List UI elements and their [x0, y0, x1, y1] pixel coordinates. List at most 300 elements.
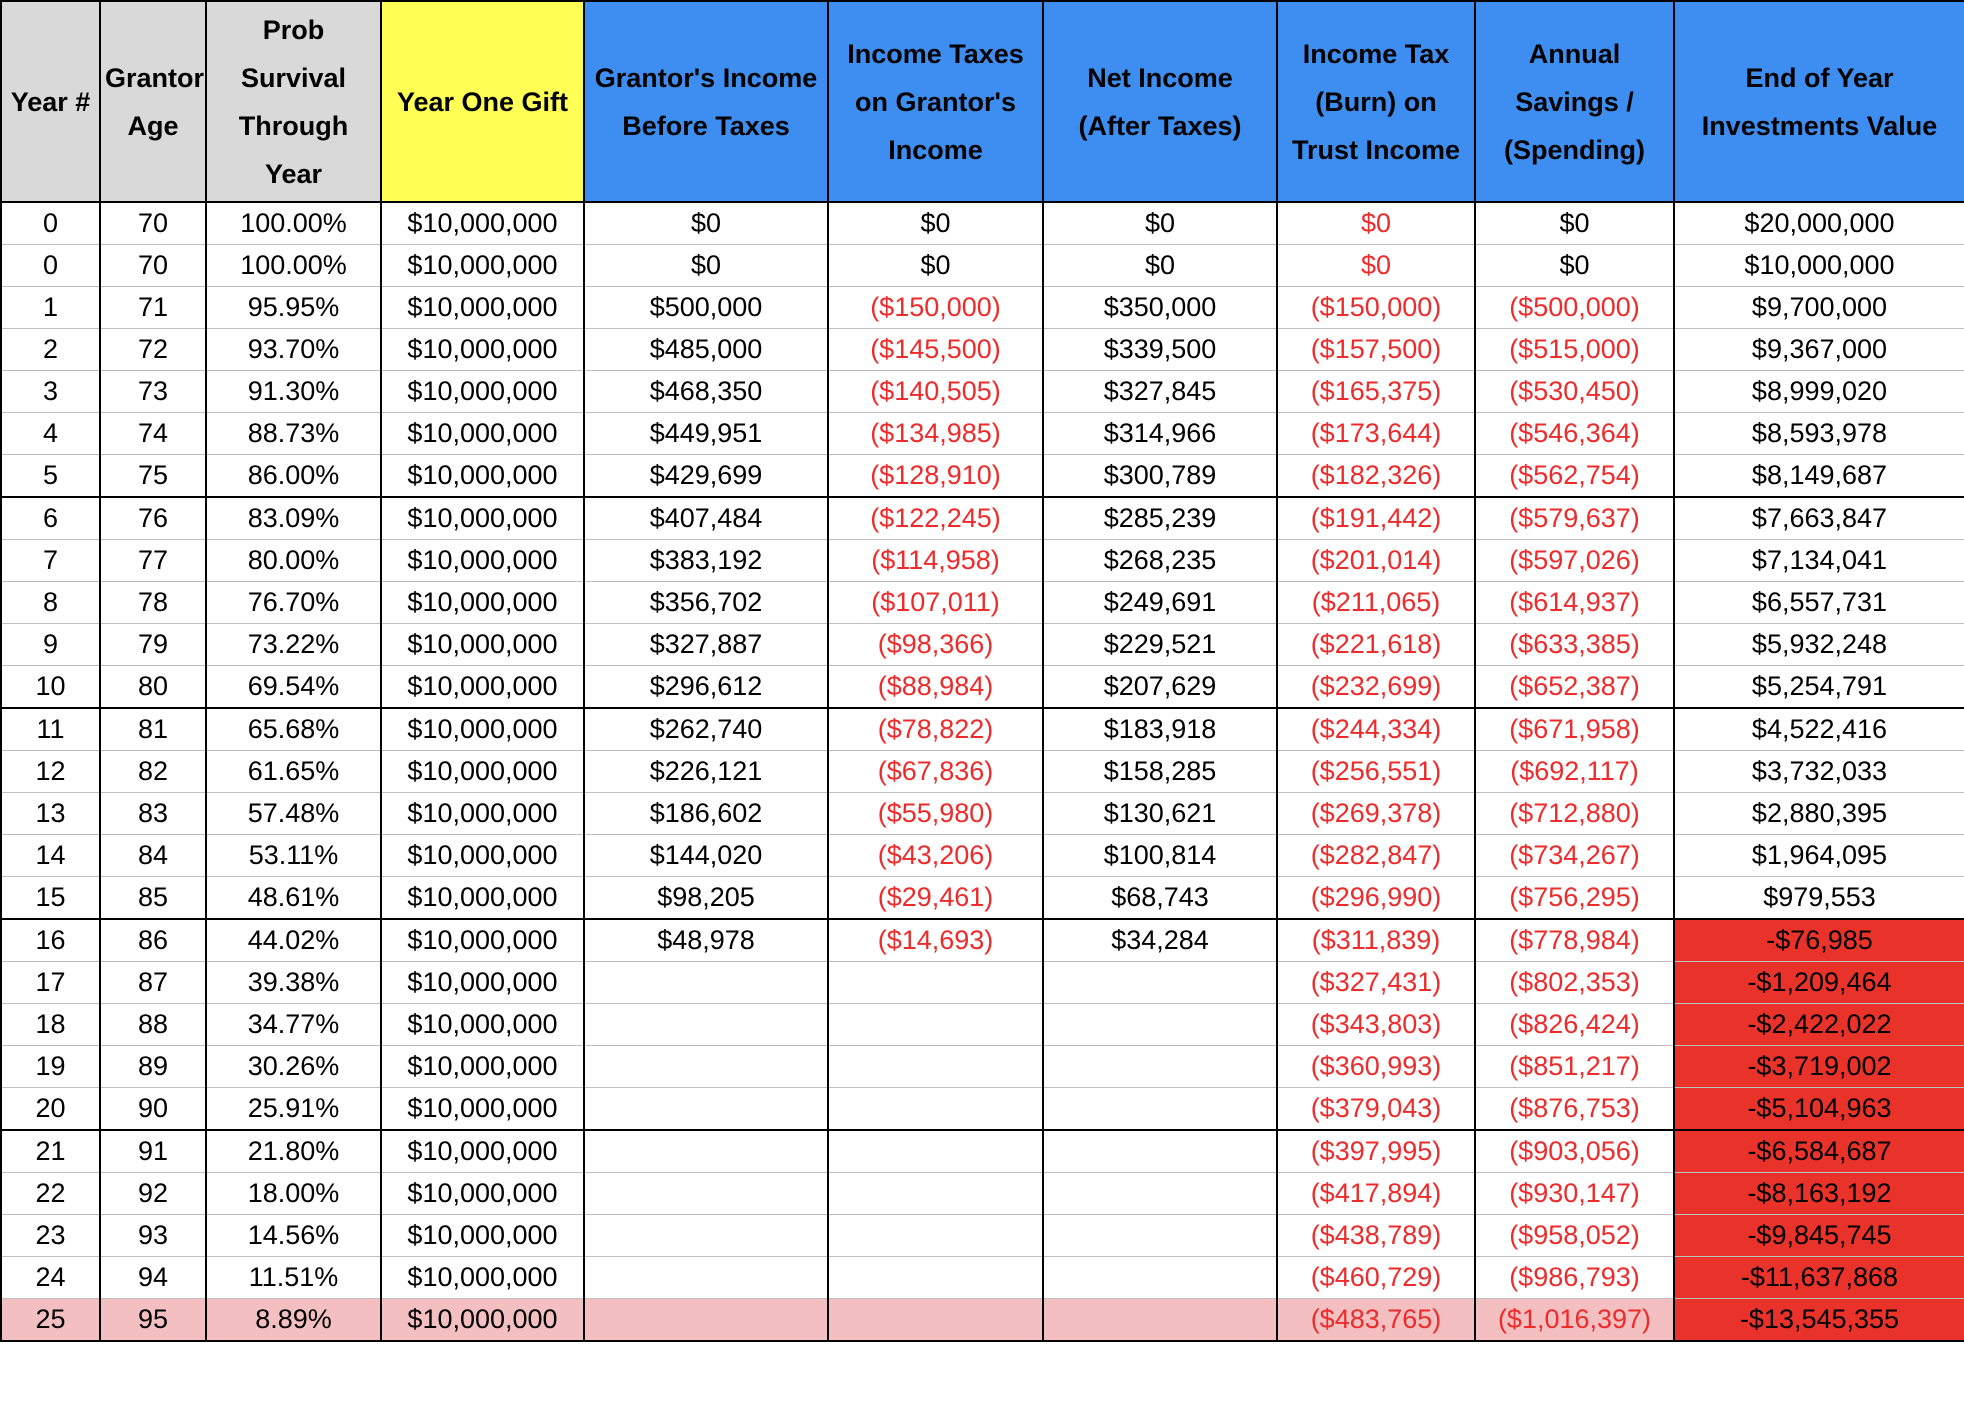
cell-year-one-gift[interactable]: $10,000,000: [381, 455, 584, 498]
cell-prob-survival[interactable]: 91.30%: [206, 371, 381, 413]
cell-trust-income-tax[interactable]: ($438,789): [1277, 1215, 1475, 1257]
cell-annual-savings[interactable]: ($597,026): [1475, 540, 1674, 582]
table-row: [1, 1173, 1964, 1215]
cell-trust-income-tax[interactable]: ($221,618): [1277, 624, 1475, 666]
cell-grantor-age[interactable]: 71: [100, 287, 206, 329]
cell-annual-savings[interactable]: ($692,117): [1475, 751, 1674, 793]
cell-year-one-gift[interactable]: $10,000,000: [381, 1004, 584, 1046]
table-row: [1, 329, 1964, 371]
cell-grantor-income[interactable]: $468,350: [584, 371, 828, 413]
cell-prob-survival[interactable]: 100.00%: [206, 245, 381, 287]
cell-annual-savings[interactable]: ($778,984): [1475, 919, 1674, 962]
cell-annual-savings[interactable]: ($958,052): [1475, 1215, 1674, 1257]
cell-year-one-gift[interactable]: $10,000,000: [381, 371, 584, 413]
cell-grantor-age[interactable]: 87: [100, 962, 206, 1004]
cell-prob-survival[interactable]: 44.02%: [206, 919, 381, 962]
cell-end-of-year-value[interactable]: -$13,545,355: [1674, 1299, 1964, 1342]
cell-income-taxes[interactable]: ($43,206): [828, 835, 1043, 877]
cell-income-taxes[interactable]: ($67,836): [828, 751, 1043, 793]
cell-net-income[interactable]: $158,285: [1043, 751, 1277, 793]
cell-net-income[interactable]: [1043, 962, 1277, 1004]
cell-net-income[interactable]: $249,691: [1043, 582, 1277, 624]
cell-annual-savings[interactable]: ($671,958): [1475, 708, 1674, 751]
cell-year[interactable]: 25: [1, 1299, 100, 1342]
cell-trust-income-tax[interactable]: ($244,334): [1277, 708, 1475, 751]
cell-grantor-age[interactable]: 74: [100, 413, 206, 455]
cell-grantor-age[interactable]: 77: [100, 540, 206, 582]
cell-income-taxes[interactable]: ($78,822): [828, 708, 1043, 751]
cell-income-taxes[interactable]: [828, 1004, 1043, 1046]
cell-grantor-age[interactable]: 93: [100, 1215, 206, 1257]
cell-prob-survival[interactable]: 76.70%: [206, 582, 381, 624]
cell-end-of-year-value[interactable]: $20,000,000: [1674, 202, 1964, 245]
cell-grantor-age[interactable]: 88: [100, 1004, 206, 1046]
cell-grantor-age[interactable]: 72: [100, 329, 206, 371]
cell-year[interactable]: 12: [1, 751, 100, 793]
cell-grantor-income[interactable]: $356,702: [584, 582, 828, 624]
cell-grantor-income[interactable]: [584, 1299, 828, 1342]
table-row: [1, 751, 1964, 793]
cell-year[interactable]: 21: [1, 1130, 100, 1173]
table-row: [1, 540, 1964, 582]
header-grantor-income[interactable]: Grantor's Income Before Taxes: [584, 1, 828, 202]
cell-prob-survival[interactable]: 86.00%: [206, 455, 381, 498]
cell-end-of-year-value[interactable]: -$9,845,745: [1674, 1215, 1964, 1257]
cell-income-taxes[interactable]: ($150,000): [828, 287, 1043, 329]
cell-annual-savings[interactable]: ($1,016,397): [1475, 1299, 1674, 1342]
cell-year-one-gift[interactable]: $10,000,000: [381, 962, 584, 1004]
cell-year[interactable]: 13: [1, 793, 100, 835]
cell-net-income[interactable]: $285,239: [1043, 497, 1277, 540]
header-prob-survival[interactable]: Prob Survival Through Year: [206, 1, 381, 202]
cell-net-income[interactable]: [1043, 1046, 1277, 1088]
cell-year-one-gift[interactable]: $10,000,000: [381, 919, 584, 962]
cell-annual-savings[interactable]: ($802,353): [1475, 962, 1674, 1004]
cell-year[interactable]: 23: [1, 1215, 100, 1257]
table-body: [1, 202, 1964, 1341]
cell-income-taxes[interactable]: ($107,011): [828, 582, 1043, 624]
cell-annual-savings[interactable]: ($500,000): [1475, 287, 1674, 329]
table-row: [1, 793, 1964, 835]
cell-year-one-gift[interactable]: $10,000,000: [381, 1088, 584, 1131]
table-row: [1, 287, 1964, 329]
cell-grantor-income[interactable]: $383,192: [584, 540, 828, 582]
cell-year-one-gift[interactable]: $10,000,000: [381, 540, 584, 582]
cell-grantor-age[interactable]: 78: [100, 582, 206, 624]
cell-end-of-year-value[interactable]: $1,964,095: [1674, 835, 1964, 877]
cell-year[interactable]: 9: [1, 624, 100, 666]
cell-net-income[interactable]: [1043, 1299, 1277, 1342]
cell-prob-survival[interactable]: 34.77%: [206, 1004, 381, 1046]
cell-grantor-income[interactable]: $429,699: [584, 455, 828, 498]
cell-prob-survival[interactable]: 88.73%: [206, 413, 381, 455]
cell-grantor-income[interactable]: $144,020: [584, 835, 828, 877]
cell-grantor-age[interactable]: 89: [100, 1046, 206, 1088]
cell-year-one-gift[interactable]: $10,000,000: [381, 666, 584, 709]
header-grantor-age[interactable]: Grantor Age: [100, 1, 206, 202]
cell-year[interactable]: 20: [1, 1088, 100, 1131]
cell-year[interactable]: 8: [1, 582, 100, 624]
cell-income-taxes[interactable]: [828, 1088, 1043, 1131]
cell-year[interactable]: 5: [1, 455, 100, 498]
table-row: [1, 877, 1964, 920]
table-row: [1, 413, 1964, 455]
cell-net-income[interactable]: $268,235: [1043, 540, 1277, 582]
cell-prob-survival[interactable]: 48.61%: [206, 877, 381, 920]
cell-year-one-gift[interactable]: $10,000,000: [381, 1257, 584, 1299]
cell-prob-survival[interactable]: 18.00%: [206, 1173, 381, 1215]
cell-annual-savings[interactable]: ($930,147): [1475, 1173, 1674, 1215]
cell-year-one-gift[interactable]: $10,000,000: [381, 497, 584, 540]
cell-prob-survival[interactable]: 65.68%: [206, 708, 381, 751]
cell-annual-savings[interactable]: ($579,637): [1475, 497, 1674, 540]
cell-net-income[interactable]: [1043, 1173, 1277, 1215]
cell-year-one-gift[interactable]: $10,000,000: [381, 245, 584, 287]
cell-annual-savings[interactable]: ($826,424): [1475, 1004, 1674, 1046]
cell-trust-income-tax[interactable]: ($269,378): [1277, 793, 1475, 835]
cell-net-income[interactable]: $350,000: [1043, 287, 1277, 329]
cell-year[interactable]: 4: [1, 413, 100, 455]
cell-end-of-year-value[interactable]: $5,254,791: [1674, 666, 1964, 709]
cell-net-income[interactable]: [1043, 1004, 1277, 1046]
cell-end-of-year-value[interactable]: -$11,637,868: [1674, 1257, 1964, 1299]
cell-grantor-age[interactable]: 82: [100, 751, 206, 793]
cell-prob-survival[interactable]: 57.48%: [206, 793, 381, 835]
cell-year-one-gift[interactable]: $10,000,000: [381, 582, 584, 624]
cell-trust-income-tax[interactable]: ($379,043): [1277, 1088, 1475, 1131]
cell-end-of-year-value[interactable]: $8,593,978: [1674, 413, 1964, 455]
cell-prob-survival[interactable]: 25.91%: [206, 1088, 381, 1131]
cell-annual-savings[interactable]: ($546,364): [1475, 413, 1674, 455]
cell-annual-savings[interactable]: ($562,754): [1475, 455, 1674, 498]
cell-grantor-income[interactable]: $98,205: [584, 877, 828, 920]
cell-grantor-income[interactable]: [584, 1130, 828, 1173]
cell-end-of-year-value[interactable]: $2,880,395: [1674, 793, 1964, 835]
cell-end-of-year-value[interactable]: -$3,719,002: [1674, 1046, 1964, 1088]
cell-year-one-gift[interactable]: $10,000,000: [381, 751, 584, 793]
cell-grantor-age[interactable]: 73: [100, 371, 206, 413]
header-net-income[interactable]: Net Income (After Taxes): [1043, 1, 1277, 202]
cell-grantor-age[interactable]: 86: [100, 919, 206, 962]
cell-annual-savings[interactable]: ($851,217): [1475, 1046, 1674, 1088]
cell-annual-savings[interactable]: $0: [1475, 245, 1674, 287]
cell-annual-savings[interactable]: ($876,753): [1475, 1088, 1674, 1131]
cell-trust-income-tax[interactable]: ($150,000): [1277, 287, 1475, 329]
cell-prob-survival[interactable]: 21.80%: [206, 1130, 381, 1173]
cell-grantor-age[interactable]: 92: [100, 1173, 206, 1215]
cell-prob-survival[interactable]: 53.11%: [206, 835, 381, 877]
cell-grantor-income[interactable]: $449,951: [584, 413, 828, 455]
cell-year-one-gift[interactable]: $10,000,000: [381, 1046, 584, 1088]
cell-prob-survival[interactable]: 93.70%: [206, 329, 381, 371]
cell-grantor-income[interactable]: $0: [584, 202, 828, 245]
cell-grantor-age[interactable]: 80: [100, 666, 206, 709]
cell-end-of-year-value[interactable]: -$76,985: [1674, 919, 1964, 962]
cell-annual-savings[interactable]: ($515,000): [1475, 329, 1674, 371]
cell-year[interactable]: 14: [1, 835, 100, 877]
cell-grantor-age[interactable]: 81: [100, 708, 206, 751]
cell-annual-savings[interactable]: ($756,295): [1475, 877, 1674, 920]
cell-trust-income-tax[interactable]: ($417,894): [1277, 1173, 1475, 1215]
header-annual-savings[interactable]: Annual Savings / (Spending): [1475, 1, 1674, 202]
cell-grantor-age[interactable]: 95: [100, 1299, 206, 1342]
cell-year-one-gift[interactable]: $10,000,000: [381, 413, 584, 455]
cell-prob-survival[interactable]: 69.54%: [206, 666, 381, 709]
cell-year[interactable]: 7: [1, 540, 100, 582]
table-row: [1, 202, 1964, 245]
cell-prob-survival[interactable]: 61.65%: [206, 751, 381, 793]
cell-grantor-age[interactable]: 76: [100, 497, 206, 540]
cell-prob-survival[interactable]: 39.38%: [206, 962, 381, 1004]
cell-net-income[interactable]: $0: [1043, 245, 1277, 287]
cell-grantor-age[interactable]: 83: [100, 793, 206, 835]
cell-year[interactable]: 17: [1, 962, 100, 1004]
table-row: [1, 497, 1964, 540]
header-year-one-gift[interactable]: Year One Gift: [381, 1, 584, 202]
cell-annual-savings[interactable]: $0: [1475, 202, 1674, 245]
cell-income-taxes[interactable]: [828, 1130, 1043, 1173]
cell-grantor-age[interactable]: 70: [100, 245, 206, 287]
cell-trust-income-tax[interactable]: ($460,729): [1277, 1257, 1475, 1299]
cell-year[interactable]: 2: [1, 329, 100, 371]
cell-grantor-age[interactable]: 84: [100, 835, 206, 877]
cell-year[interactable]: 16: [1, 919, 100, 962]
cell-end-of-year-value[interactable]: -$8,163,192: [1674, 1173, 1964, 1215]
cell-net-income[interactable]: $34,284: [1043, 919, 1277, 962]
cell-grantor-income[interactable]: $407,484: [584, 497, 828, 540]
cell-end-of-year-value[interactable]: -$6,584,687: [1674, 1130, 1964, 1173]
cell-annual-savings[interactable]: ($614,937): [1475, 582, 1674, 624]
cell-end-of-year-value[interactable]: $7,134,041: [1674, 540, 1964, 582]
cell-trust-income-tax[interactable]: ($165,375): [1277, 371, 1475, 413]
cell-trust-income-tax[interactable]: $0: [1277, 245, 1475, 287]
cell-income-taxes[interactable]: ($88,984): [828, 666, 1043, 709]
cell-year-one-gift[interactable]: $10,000,000: [381, 1173, 584, 1215]
table-header: [1, 1, 1964, 202]
cell-grantor-income[interactable]: $327,887: [584, 624, 828, 666]
cell-end-of-year-value[interactable]: $3,732,033: [1674, 751, 1964, 793]
table-row: [1, 1130, 1964, 1173]
cell-net-income[interactable]: [1043, 1088, 1277, 1131]
cell-prob-survival[interactable]: 73.22%: [206, 624, 381, 666]
cell-annual-savings[interactable]: ($903,056): [1475, 1130, 1674, 1173]
cell-grantor-age[interactable]: 91: [100, 1130, 206, 1173]
cell-grantor-age[interactable]: 85: [100, 877, 206, 920]
cell-grantor-income[interactable]: $0: [584, 245, 828, 287]
cell-end-of-year-value[interactable]: $8,999,020: [1674, 371, 1964, 413]
cell-grantor-age[interactable]: 79: [100, 624, 206, 666]
cell-year[interactable]: 10: [1, 666, 100, 709]
cell-annual-savings[interactable]: ($633,385): [1475, 624, 1674, 666]
cell-end-of-year-value[interactable]: $979,553: [1674, 877, 1964, 920]
cell-prob-survival[interactable]: 100.00%: [206, 202, 381, 245]
cell-prob-survival[interactable]: 83.09%: [206, 497, 381, 540]
cell-trust-income-tax[interactable]: ($173,644): [1277, 413, 1475, 455]
cell-year[interactable]: 19: [1, 1046, 100, 1088]
cell-income-taxes[interactable]: ($128,910): [828, 455, 1043, 498]
cell-end-of-year-value[interactable]: -$5,104,963: [1674, 1088, 1964, 1131]
cell-annual-savings[interactable]: ($986,793): [1475, 1257, 1674, 1299]
cell-year-one-gift[interactable]: $10,000,000: [381, 793, 584, 835]
cell-end-of-year-value[interactable]: $9,367,000: [1674, 329, 1964, 371]
cell-grantor-income[interactable]: $296,612: [584, 666, 828, 709]
cell-end-of-year-value[interactable]: $8,149,687: [1674, 455, 1964, 498]
cell-net-income[interactable]: $68,743: [1043, 877, 1277, 920]
cell-annual-savings[interactable]: ($530,450): [1475, 371, 1674, 413]
cell-net-income[interactable]: [1043, 1215, 1277, 1257]
cell-income-taxes[interactable]: $0: [828, 202, 1043, 245]
cell-grantor-income[interactable]: $48,978: [584, 919, 828, 962]
cell-trust-income-tax[interactable]: ($232,699): [1277, 666, 1475, 709]
cell-trust-income-tax[interactable]: ($191,442): [1277, 497, 1475, 540]
cell-net-income[interactable]: $229,521: [1043, 624, 1277, 666]
cell-year[interactable]: 18: [1, 1004, 100, 1046]
cell-grantor-income[interactable]: [584, 1046, 828, 1088]
cell-grantor-income[interactable]: [584, 1215, 828, 1257]
cell-trust-income-tax[interactable]: ($201,014): [1277, 540, 1475, 582]
cell-net-income[interactable]: $339,500: [1043, 329, 1277, 371]
header-income-taxes[interactable]: Income Taxes on Grantor's Income: [828, 1, 1043, 202]
cell-year[interactable]: 24: [1, 1257, 100, 1299]
cell-grantor-income[interactable]: $500,000: [584, 287, 828, 329]
cell-trust-income-tax[interactable]: ($327,431): [1277, 962, 1475, 1004]
cell-grantor-age[interactable]: 94: [100, 1257, 206, 1299]
cell-annual-savings[interactable]: ($734,267): [1475, 835, 1674, 877]
table-row: [1, 1215, 1964, 1257]
cell-grantor-income[interactable]: [584, 1088, 828, 1131]
cell-year-one-gift[interactable]: $10,000,000: [381, 202, 584, 245]
cell-trust-income-tax[interactable]: ($343,803): [1277, 1004, 1475, 1046]
cell-net-income[interactable]: $327,845: [1043, 371, 1277, 413]
cell-trust-income-tax[interactable]: ($483,765): [1277, 1299, 1475, 1342]
cell-prob-survival[interactable]: 11.51%: [206, 1257, 381, 1299]
cell-grantor-income[interactable]: $262,740: [584, 708, 828, 751]
cell-prob-survival[interactable]: 14.56%: [206, 1215, 381, 1257]
cell-end-of-year-value[interactable]: $9,700,000: [1674, 287, 1964, 329]
cell-end-of-year-value[interactable]: -$2,422,022: [1674, 1004, 1964, 1046]
cell-income-taxes[interactable]: ($134,985): [828, 413, 1043, 455]
cell-trust-income-tax[interactable]: $0: [1277, 202, 1475, 245]
cell-net-income[interactable]: $0: [1043, 202, 1277, 245]
cell-trust-income-tax[interactable]: ($256,551): [1277, 751, 1475, 793]
cell-net-income[interactable]: $314,966: [1043, 413, 1277, 455]
cell-end-of-year-value[interactable]: $4,522,416: [1674, 708, 1964, 751]
cell-income-taxes[interactable]: ($114,958): [828, 540, 1043, 582]
cell-trust-income-tax[interactable]: ($182,326): [1277, 455, 1475, 498]
cell-trust-income-tax[interactable]: ($157,500): [1277, 329, 1475, 371]
cell-income-taxes[interactable]: ($55,980): [828, 793, 1043, 835]
cell-trust-income-tax[interactable]: ($360,993): [1277, 1046, 1475, 1088]
cell-year[interactable]: 6: [1, 497, 100, 540]
cell-grantor-income[interactable]: $485,000: [584, 329, 828, 371]
cell-year-one-gift[interactable]: $10,000,000: [381, 329, 584, 371]
cell-year-one-gift[interactable]: $10,000,000: [381, 1215, 584, 1257]
cell-year-one-gift[interactable]: $10,000,000: [381, 624, 584, 666]
cell-year-one-gift[interactable]: $10,000,000: [381, 287, 584, 329]
cell-income-taxes[interactable]: [828, 962, 1043, 1004]
cell-income-taxes[interactable]: ($14,693): [828, 919, 1043, 962]
cell-year[interactable]: 11: [1, 708, 100, 751]
cell-net-income[interactable]: $100,814: [1043, 835, 1277, 877]
cell-year[interactable]: 0: [1, 202, 100, 245]
cell-end-of-year-value[interactable]: $6,557,731: [1674, 582, 1964, 624]
table-row: [1, 962, 1964, 1004]
cell-end-of-year-value[interactable]: $5,932,248: [1674, 624, 1964, 666]
cell-year[interactable]: 22: [1, 1173, 100, 1215]
cell-net-income[interactable]: [1043, 1130, 1277, 1173]
cell-year-one-gift[interactable]: $10,000,000: [381, 1130, 584, 1173]
table-row: [1, 1257, 1964, 1299]
cell-income-taxes[interactable]: ($145,500): [828, 329, 1043, 371]
cell-prob-survival[interactable]: 30.26%: [206, 1046, 381, 1088]
cell-grantor-income[interactable]: $186,602: [584, 793, 828, 835]
cell-grantor-income[interactable]: [584, 1257, 828, 1299]
header-year[interactable]: Year #: [1, 1, 100, 202]
cell-income-taxes[interactable]: ($29,461): [828, 877, 1043, 920]
cell-income-taxes[interactable]: $0: [828, 245, 1043, 287]
cell-end-of-year-value[interactable]: -$1,209,464: [1674, 962, 1964, 1004]
cell-net-income[interactable]: $300,789: [1043, 455, 1277, 498]
cell-income-taxes[interactable]: ($98,366): [828, 624, 1043, 666]
cell-net-income[interactable]: [1043, 1257, 1277, 1299]
cell-grantor-income[interactable]: [584, 962, 828, 1004]
table-row: [1, 245, 1964, 287]
cell-net-income[interactable]: $183,918: [1043, 708, 1277, 751]
cell-annual-savings[interactable]: ($652,387): [1475, 666, 1674, 709]
cell-grantor-income[interactable]: [584, 1004, 828, 1046]
cell-trust-income-tax[interactable]: ($211,065): [1277, 582, 1475, 624]
cell-year[interactable]: 0: [1, 245, 100, 287]
cell-income-taxes[interactable]: [828, 1173, 1043, 1215]
table-row: [1, 1088, 1964, 1131]
cell-income-taxes[interactable]: [828, 1257, 1043, 1299]
cell-trust-income-tax[interactable]: ($397,995): [1277, 1130, 1475, 1173]
cell-income-taxes[interactable]: [828, 1046, 1043, 1088]
cell-year-one-gift[interactable]: $10,000,000: [381, 708, 584, 751]
cell-year[interactable]: 15: [1, 877, 100, 920]
cell-end-of-year-value[interactable]: $7,663,847: [1674, 497, 1964, 540]
cell-prob-survival[interactable]: 8.89%: [206, 1299, 381, 1342]
cell-income-taxes[interactable]: ($140,505): [828, 371, 1043, 413]
cell-prob-survival[interactable]: 80.00%: [206, 540, 381, 582]
cell-grantor-income[interactable]: [584, 1173, 828, 1215]
cell-grantor-age[interactable]: 70: [100, 202, 206, 245]
cell-income-taxes[interactable]: [828, 1215, 1043, 1257]
cell-year-one-gift[interactable]: $10,000,000: [381, 877, 584, 920]
cell-trust-income-tax[interactable]: ($282,847): [1277, 835, 1475, 877]
cell-trust-income-tax[interactable]: ($311,839): [1277, 919, 1475, 962]
cell-year-one-gift[interactable]: $10,000,000: [381, 835, 584, 877]
table-row: [1, 666, 1964, 709]
cell-grantor-income[interactable]: $226,121: [584, 751, 828, 793]
cell-prob-survival[interactable]: 95.95%: [206, 287, 381, 329]
cell-year-one-gift[interactable]: $10,000,000: [381, 1299, 584, 1342]
cell-net-income[interactable]: $130,621: [1043, 793, 1277, 835]
cell-trust-income-tax[interactable]: ($296,990): [1277, 877, 1475, 920]
cell-net-income[interactable]: $207,629: [1043, 666, 1277, 709]
cell-income-taxes[interactable]: ($122,245): [828, 497, 1043, 540]
cell-grantor-age[interactable]: 90: [100, 1088, 206, 1131]
cell-grantor-age[interactable]: 75: [100, 455, 206, 498]
cell-year[interactable]: 1: [1, 287, 100, 329]
cell-end-of-year-value[interactable]: $10,000,000: [1674, 245, 1964, 287]
table-row: [1, 624, 1964, 666]
header-end-of-year-value[interactable]: End of Year Investments Value: [1674, 1, 1964, 202]
cell-income-taxes[interactable]: [828, 1299, 1043, 1342]
cell-annual-savings[interactable]: ($712,880): [1475, 793, 1674, 835]
cell-year[interactable]: 3: [1, 371, 100, 413]
header-trust-income-tax[interactable]: Income Tax (Burn) on Trust Income: [1277, 1, 1475, 202]
